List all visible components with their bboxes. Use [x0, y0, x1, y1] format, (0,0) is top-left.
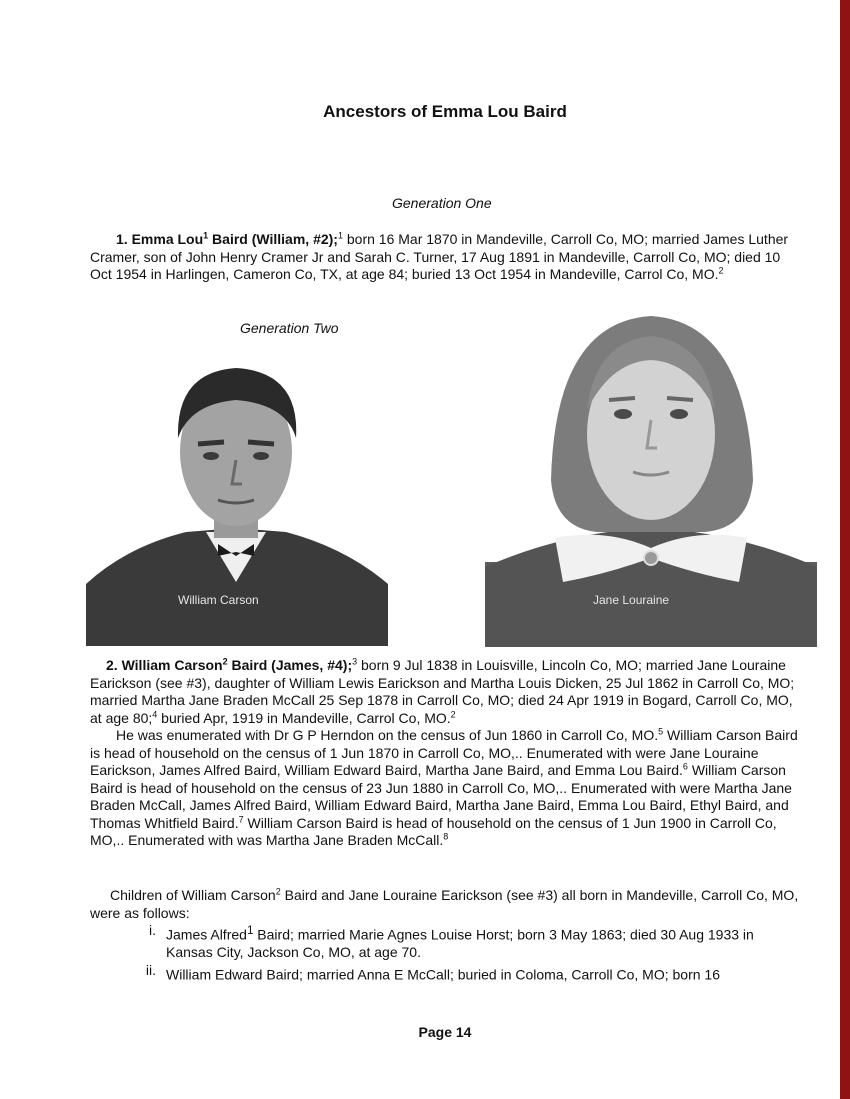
- census-text: He was enumerated with Dr G P Herndon on the census of Jun 1860 in Carroll Co, MO.: [116, 727, 659, 743]
- footnote-ref: 5: [658, 726, 664, 737]
- entry-text: born 16 Mar 1870 in Mandeville, Carroll Co, MO; married James Luther Cramer, son of John Henry Cramer Jr and Sarah C. Turner, 17 Aug 1891 in Mandeville, Carroll Co, MO; died 10 Oct 1954 in Harlingen, Cameron Co, TX, at age 84; buried 13 Oct 1954 in Mandeville, Carrol Co, MO.: [90, 231, 789, 282]
- children-intro-text: Baird and Jane Louraine Earickson (see #3) all born in Mandeville, Carroll Co, MO, were as follows:: [90, 887, 799, 921]
- children-intro-text: Children of William Carson: [110, 887, 276, 903]
- entry-2: [90, 657, 802, 727]
- list-item: [134, 922, 804, 962]
- census-text: William Carson Baird is head of household on the census of 1 Jun 1900 in Carroll Co, MO,.. Enumerated with was Martha Jane Braden McCall.: [90, 814, 777, 848]
- generation-marker: 2: [222, 656, 228, 667]
- footnote-ref: 2: [450, 708, 456, 719]
- footnote-ref: 4: [152, 708, 158, 719]
- child-name: William Edward Baird: [166, 966, 300, 983]
- list-item: [134, 962, 804, 984]
- person-name: William Carson: [121, 657, 223, 673]
- page-number: Page 14: [418, 1024, 472, 1040]
- entry-number: 2.: [106, 657, 118, 673]
- entry-text: born 9 Jul 1838 in Louisville, Lincoln Co, MO; married Jane Louraine Earickson (see #3), daughter of William Lewis Earickson and Martha Louis Dicken, 25 Jul 1862 in Carroll Co, MO; married Martha Jane Braden McCall 25 Sep 1878 in Carroll Co, MO; died 24 Apr 1919 in Bogard, Carroll Co, MO, at age 80;: [90, 657, 795, 726]
- entry-1: [90, 231, 802, 284]
- generation-marker: 1: [203, 230, 209, 241]
- child-name: James Alfred: [166, 926, 247, 943]
- generation-one-heading: Generation One: [392, 195, 492, 211]
- portrait-photo-jane-louraine: [485, 302, 817, 647]
- footnote-ref: 7: [238, 813, 244, 824]
- page-title: Ancestors of Emma Lou Baird: [323, 102, 567, 121]
- page-edge-border: [840, 0, 850, 1099]
- portrait-photo-william-carson: [86, 352, 388, 646]
- person-surname: Baird (James, #4);: [227, 657, 353, 673]
- census-text: William Carson Baird is head of household on the census of 23 Jun 1880 in Carroll Co, MO,.. Enumerated with were Martha Jane Braden McCall, James Alfred Baird, William Edward Baird, Martha Jane Baird, Emma Lou Baird, Ethyl Baird, and Thomas Whitfield Baird.: [90, 762, 792, 831]
- footnote-ref: 8: [443, 831, 449, 842]
- list-item-number: ii.: [145, 961, 156, 978]
- list-item-number: i.: [149, 922, 156, 938]
- generation-two-heading: Generation Two: [240, 320, 339, 336]
- census-text: William Carson Baird is head of household on the census of 1 Jun 1870 in Carroll Co, MO,.. Enumerated with were Jane Louraine Earickson, James Alfred Baird, William Edward Baird, Martha Jane Baird, and Emma Lou Baird.: [90, 727, 798, 778]
- entry-number: 1.: [116, 231, 128, 247]
- children-list: [134, 922, 804, 984]
- footnote-ref: 6: [682, 761, 688, 772]
- entry-text: buried Apr, 1919 in Mandeville, Carrol Co, MO.: [157, 709, 451, 726]
- portrait-caption: William Carson: [178, 593, 259, 607]
- child-details: Baird; married Marie Agnes Louise Horst; born 3 May 1863; died 30 Aug 1933 in Kansas City, Jackson Co, MO, at age 70.: [166, 926, 754, 961]
- child-details: ; married Anna E McCall; buried in Coloma, Carroll Co, MO; born 16: [299, 966, 720, 983]
- person-name: Emma Lou: [131, 231, 204, 247]
- footnote-ref: 2: [718, 265, 724, 276]
- footnote-ref: 1: [337, 230, 343, 241]
- census-paragraph: [90, 727, 802, 850]
- portrait-caption: Jane Louraine: [593, 593, 670, 607]
- children-intro: [90, 887, 802, 922]
- generation-marker: 1: [246, 924, 254, 937]
- generation-marker: 2: [275, 886, 281, 897]
- footnote-ref: 3: [352, 656, 358, 667]
- person-surname: Baird (William, #2);: [208, 231, 338, 247]
